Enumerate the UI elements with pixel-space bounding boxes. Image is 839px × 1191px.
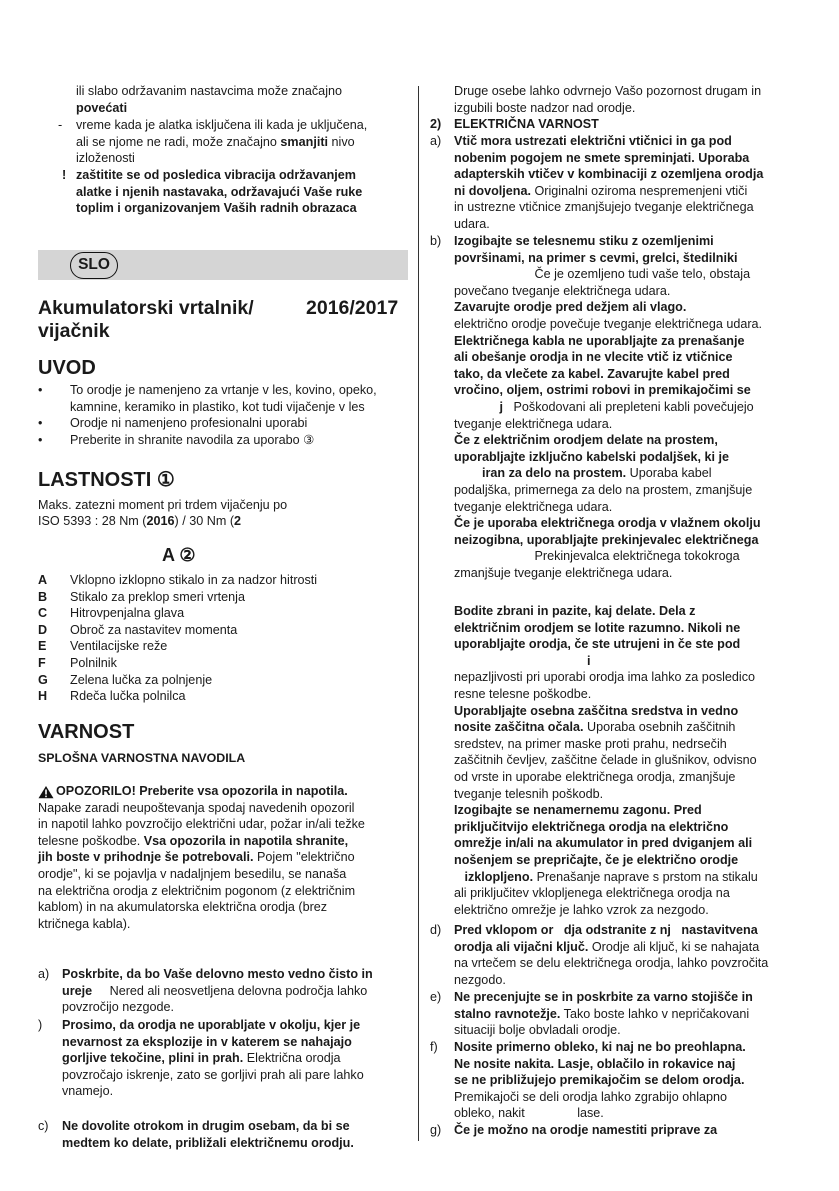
text-line: Druge osebe lahko odvrnejo Vašo pozornost drugam in xyxy=(454,84,762,98)
item-b-text xyxy=(454,233,762,581)
item-label: c) xyxy=(38,1119,49,1133)
text-line: stalno ravnotežje. Tako boste lahko v nepričakovani xyxy=(454,1006,750,1021)
text-line: ni dovoljena. Originalni oziroma nespremenjeni vtiči xyxy=(454,183,748,198)
column-divider xyxy=(418,86,419,1141)
part-item xyxy=(38,638,408,655)
text-line: električno orodje povečuje tveganje električnega udara. xyxy=(454,316,763,331)
part-text: Hitrovpenjalna glava xyxy=(70,606,185,621)
text-line: orodja ali vijačni ključ. Orodje ali ključ, ki se nahajata xyxy=(454,939,760,954)
part-text: Polnilnik xyxy=(70,655,117,670)
text-line: Vtič mora ustrezati električni vtičnici in ga pod xyxy=(454,134,732,148)
item-text xyxy=(454,989,753,1039)
part-text: Zelena lučka za polnjenje xyxy=(70,672,213,687)
section2-title: ELEKTRIČNA VARNOST xyxy=(454,117,599,131)
text-line: Prekinjevalca električnega tokokroga xyxy=(454,549,740,564)
text-line: Zavarujte orodje pred dežjem ali vlago. xyxy=(454,300,687,315)
text-line: ili slabo održavanim nastavcima može značajno xyxy=(76,84,342,98)
vibration-warning xyxy=(76,167,362,217)
text-line: orodje", ki se pojavlja v nadaljnjem besedilu, se nanaša xyxy=(38,866,347,881)
text-line: Izogibajte se nenamernemu zagonu. Pred xyxy=(454,803,702,818)
text-line: neizogibna, uporabljajte prekinjevalec električnega xyxy=(454,532,759,547)
text-line: ali priključitev vklopljenega električnega orodja na xyxy=(454,886,730,901)
item-text xyxy=(62,966,373,1016)
item-a-label: a) xyxy=(430,134,442,148)
opozorilo-text xyxy=(38,783,365,932)
text-line: Uporabljajte osebna zaščitna sredstva in vedno xyxy=(454,703,739,718)
text-line: Nosite primerno obleko, ki naj ne bo preohlapna. xyxy=(454,1040,746,1054)
text-line: tveganje električnega udara. xyxy=(454,416,613,431)
item-label: a) xyxy=(38,967,50,981)
part-label: D xyxy=(38,622,48,637)
text-line: Če je ozemljeno tudi vaše telo, obstaja xyxy=(454,267,751,282)
text-line: nosite zaščitna očala. Uporaba osebnih zaščitnih xyxy=(454,720,736,735)
text-line: medtem ko delate, približali električnemu orodju. xyxy=(62,1135,354,1150)
text-line: Ne precenjujte se in poskrbite za varno stojišče in xyxy=(454,990,753,1004)
uvod-heading: UVOD xyxy=(38,357,96,379)
text-line: od vrste in uporabe električnega orodja, zmanjšuje xyxy=(454,769,736,784)
lastnosti-heading: LASTNOSTI ① xyxy=(38,469,175,491)
text-line: vreme kada je alatka isključena ili kada je uključena, xyxy=(76,118,368,132)
text-line: resne telesne poškodbe. xyxy=(454,686,592,701)
item-text xyxy=(62,1017,364,1100)
part-text: Stikalo za preklop smeri vrtenja xyxy=(70,589,245,604)
text-line: Napake zaradi neupoštevanja spodaj navedenih opozoril xyxy=(38,800,355,815)
text-line: Če je uporaba električnega orodja v vlažnem okolju xyxy=(454,516,761,531)
text-line: izgubili boste nadzor nad orodje. xyxy=(454,100,636,115)
part-label: A xyxy=(38,573,48,587)
part-label: C xyxy=(38,606,48,621)
part-item xyxy=(38,605,408,622)
text-line: povećati xyxy=(76,100,128,115)
product-title-line1: Akumulatorski vrtalnik/ xyxy=(38,297,254,319)
list-item: kamnine, keramiko in plastiko, kot tudi vijačenje v les xyxy=(70,399,365,414)
text-line: Bodite zbrani in pazite, kaj delate. Dela z xyxy=(454,604,696,618)
right-mid-text xyxy=(454,603,758,918)
list-item: • To orodje je namenjeno za vrtanje v les, kovino, opeko, xyxy=(38,383,377,397)
text-line: situaciji bolje obvladali orodje. xyxy=(454,1023,621,1038)
text-line: Če je možno na orodje namestiti priprave za xyxy=(454,1123,718,1137)
vibration-text xyxy=(76,117,367,167)
text-line: udara. xyxy=(454,216,490,231)
text-line: telesne poškodbe. Vsa opozorila in napotila shranite, xyxy=(38,833,349,848)
text-line: toplim i organizovanjem Vaših radnih obrazaca xyxy=(76,201,357,216)
text-line: OPOZORILO! Preberite vsa opozorila in napotila. xyxy=(56,784,348,798)
text-line: zaštitite se od posledica vibracija održavanjem xyxy=(76,168,356,182)
item-text xyxy=(454,922,768,988)
text-line: jih boste v prihodnje še potrebovali. Pojem "električno xyxy=(38,850,355,865)
parts-list xyxy=(38,572,408,705)
text-line: na vrtečem se delu električnega orodja, lahko povzročita xyxy=(454,956,769,971)
part-item xyxy=(38,688,408,705)
text-line: vnamejo. xyxy=(62,1084,114,1099)
part-text: Ventilacijske reže xyxy=(70,639,168,654)
section2-label: 2) xyxy=(430,117,442,131)
text-line: ureje Nered ali neosvetljena delovna področja lahko xyxy=(62,983,368,998)
list-item: • Preberite in shranite navodila za uporabo ③ xyxy=(38,432,315,447)
text-line: Izogibajte se telesnemu stiku z ozemljenimi xyxy=(454,234,714,248)
text-line: omrežje in/ali na akumulator in pred dviganjem ali xyxy=(454,836,753,851)
text-line: ali se njome ne radi, može značajno smanjiti nivo xyxy=(76,134,355,149)
text-line: tveganje električnega udara. xyxy=(454,499,613,514)
varnost-heading: VARNOST xyxy=(38,721,135,743)
item-text xyxy=(62,1118,354,1151)
text-line: adapterskih vtičev v kombinaciji z ozemljena orodja xyxy=(454,167,764,182)
vibration-dash: - xyxy=(58,118,63,132)
text-line: površinami, na primer s cevmi, grelci, štedilniki xyxy=(454,250,738,265)
text-line: alatke i njenih nastavaka, održavajući Vaše ruke xyxy=(76,184,363,199)
text-line: obleko, nakit lase. xyxy=(454,1106,604,1121)
uvod-list xyxy=(38,382,408,448)
parts-heading: A ② xyxy=(162,545,196,565)
intro-text xyxy=(76,83,342,116)
item-label: d) xyxy=(430,923,442,937)
item-text xyxy=(454,1122,717,1139)
item-a-text xyxy=(454,133,763,233)
part-item xyxy=(38,572,408,589)
item-label: f) xyxy=(430,1040,438,1054)
text-line: Prosimo, da orodja ne uporabljate v okolju, kjer je xyxy=(62,1018,361,1032)
text-line: ali obešanje orodja in ne vlecite vtič iz vtičnice xyxy=(454,350,733,365)
text-line: električno omrežje je lahko vzrok za nezgodo. xyxy=(454,902,709,917)
text-line: izklopljeno. Prenašanje naprave s prstom na stikalu xyxy=(454,869,758,884)
text-line: nobenim pogojem ne smete spreminjati. Uporaba xyxy=(454,150,750,165)
text-line: izloženosti xyxy=(76,151,135,166)
item-text xyxy=(454,1039,746,1122)
text-line: povzročajo iskrenje, zato se gorljivi prah ali pare lahko xyxy=(62,1067,364,1082)
part-item xyxy=(38,655,408,672)
part-label: G xyxy=(38,672,48,687)
part-text: Vklopno izklopno stikalo in za nadzor hitrosti xyxy=(70,573,318,587)
text-line: in ustrezne vtičnice zmanjšujejo tveganje električnega xyxy=(454,200,754,215)
text-line: se ne približujejo premikajočim se delom orodja. xyxy=(454,1073,745,1088)
splosna-heading: SPLOŠNA VARNOSTNA NAVODILA xyxy=(38,751,246,765)
text-line: in napotil lahko povzročijo električni udar, požar in/ali težke xyxy=(38,817,365,832)
text-line: Pred vklopom or dja odstranite z nj nastavitvena xyxy=(454,923,758,937)
item-label: e) xyxy=(430,990,442,1004)
right-top-text xyxy=(454,83,761,116)
text-line: povzročijo nezgode. xyxy=(62,1000,175,1015)
text-line: zmanjšuje tveganje električnega udara. xyxy=(454,565,673,580)
text-line: nevarnost za eksplozije in v katerem se nahajajo xyxy=(62,1034,352,1049)
text-line: povečano tveganje električnega udara. xyxy=(454,283,671,298)
text-line: nezgodo. xyxy=(454,972,506,987)
part-item xyxy=(38,589,408,606)
part-label: F xyxy=(38,655,46,670)
text-line: Ne dovolite otrokom in drugim osebam, da bi se xyxy=(62,1119,350,1133)
text-line: priključitvijo električnega orodja na električno xyxy=(454,819,729,834)
part-item xyxy=(38,672,408,689)
text-line: Če z električnim orodjem delate na prostem, xyxy=(454,433,718,448)
language-badge: SLO xyxy=(70,252,118,279)
text-line: Poskrbite, da bo Vaše delovno mesto vedno čisto in xyxy=(62,967,373,981)
text-line: kablom) in na akumulatorska električna orodja (brez xyxy=(38,900,328,915)
text-line: j Poškodovani ali prepleteni kabli povečujejo xyxy=(454,399,754,414)
part-label: H xyxy=(38,689,48,704)
text-line: i xyxy=(454,653,591,668)
text-line: vročino, oljem, ostrimi robovi in premikajočimi se xyxy=(454,383,751,398)
text-line: tako, da vlečete za kabel. Zavarujte kabel pred xyxy=(454,366,730,381)
part-text: Rdeča lučka polnilca xyxy=(70,689,186,704)
text-line: Premikajoči se deli orodja lahko zgrabijo ohlapno xyxy=(454,1089,728,1104)
torque-line2: ISO 5393 : 28 Nm (2016) / 30 Nm (2 xyxy=(38,514,242,528)
item-label: g) xyxy=(430,1123,442,1137)
text-line: Ne nosite nakita. Lasje, oblačilo in rokavice naj xyxy=(454,1056,736,1071)
text-line: nošenjem se prepričajte, če je električno orodje xyxy=(454,852,739,867)
part-text: Obroč za nastavitev momenta xyxy=(70,622,238,637)
item-label: ) xyxy=(38,1018,43,1032)
text-line: iran za delo na prostem. Uporaba kabel xyxy=(454,466,712,481)
text-line: tveganje telesnih poškodb. xyxy=(454,786,604,801)
text-line: podaljška, primernega za delo na prostem, zmanjšuje xyxy=(454,482,753,497)
text-line: uporabljajte izključno kabelski podaljšek, ki je xyxy=(454,449,730,464)
text-line: električnim orodjem se lotite razumno. Nikoli ne xyxy=(454,620,741,635)
part-label: E xyxy=(38,639,47,654)
text-line: sredstev, na primer maske proti prahu, nedrsečih xyxy=(454,736,727,751)
warning-mark: ! xyxy=(62,168,67,182)
torque-line1: Maks. zatezni moment pri trdem vijačenju po xyxy=(38,498,288,512)
text-line: gorljive tekočine, plini in prah. Električna orodja xyxy=(62,1051,341,1066)
text-line: uporabljajte orodja, če ste utrujeni in če ste pod xyxy=(454,637,741,652)
item-b-label: b) xyxy=(430,234,442,248)
text-line: nepazljivosti pri uporabi orodja ima lahko za posledico xyxy=(454,670,756,685)
text-line: Električnega kabla ne uporabljajte za prenašanje xyxy=(454,333,745,348)
product-title-line2: vijačnik xyxy=(38,320,110,342)
text-line: ktričnega kabla). xyxy=(38,916,131,931)
product-model: 2016/2017 xyxy=(306,297,399,319)
list-item: • Orodje ni namenjeno profesionalni uporabi xyxy=(38,416,308,431)
text-line: na električna orodja z električnim pogonom (z električnim xyxy=(38,883,356,898)
text-line: zaščitnih čevljev, zaščitne čelade in glušnikov, odvisno xyxy=(454,753,757,768)
part-label: B xyxy=(38,589,48,604)
part-item xyxy=(38,622,408,639)
